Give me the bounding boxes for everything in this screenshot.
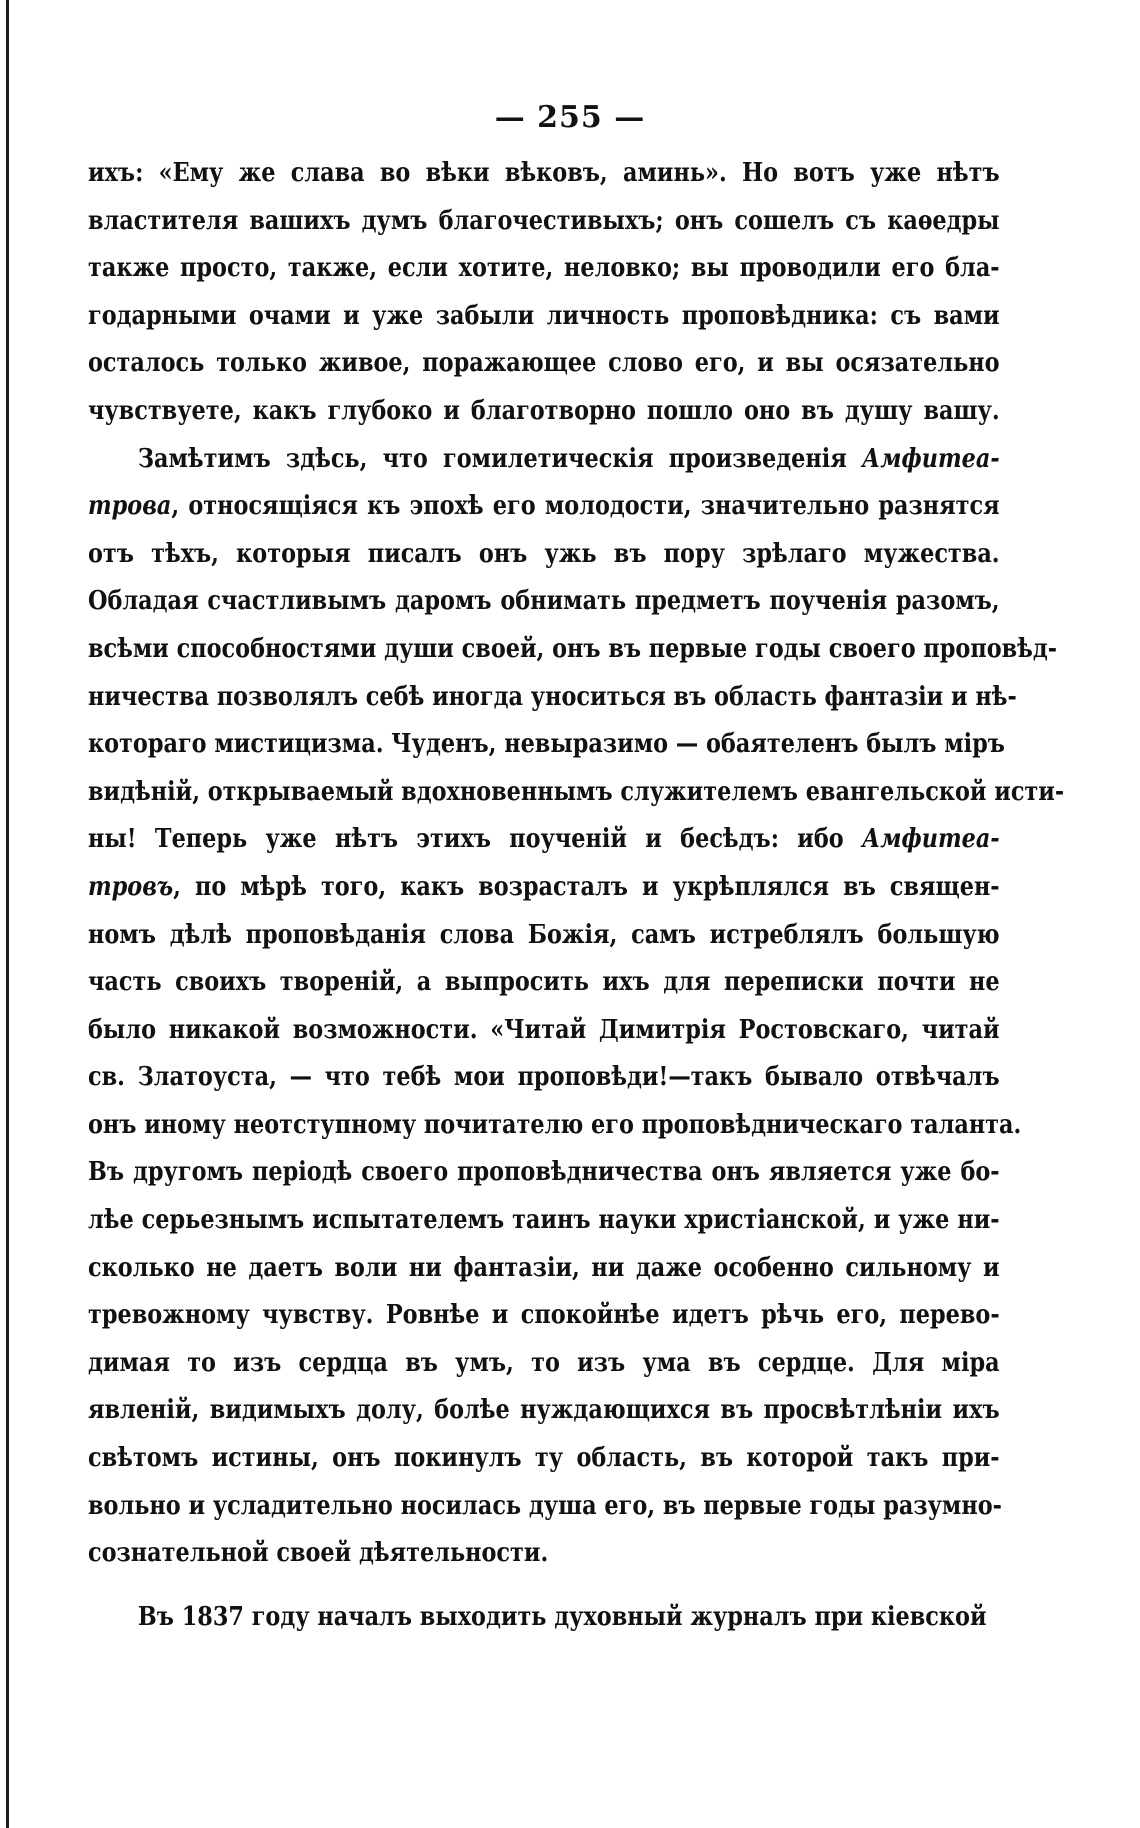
text-line — [88, 864, 1000, 912]
text-line: сколько не даетъ воли ни фантазіи, ни даже особенно сильному и — [88, 1252, 1000, 1283]
author-name-italic: Амфитеа- — [862, 824, 1000, 855]
scan-edge-line — [6, 0, 9, 1828]
text-line: часть своихъ твореній, а выпросить ихъ для переписки почти не — [88, 967, 1000, 998]
text-line — [88, 436, 1000, 484]
text-line: онъ иному неотступному почитателю его проповѣдническаго таланта. — [88, 1109, 1022, 1140]
text-line: также просто, также, если хотите, неловко; вы проводили его бла- — [88, 253, 1000, 284]
text-line: всѣми способностями души своей, онъ въ первые годы своего проповѣд- — [88, 633, 1058, 664]
text-line: отъ тѣхъ, которыя писалъ онъ ужь въ пору зрѣлаго мужества. — [88, 538, 1000, 569]
text-run: , относящіяся къ эпохѣ его молодости, значительно разнятся — [171, 491, 1000, 522]
author-name-italic: Амфитеа- — [862, 443, 1000, 474]
text-line: св. Златоуста, — что тебѣ мои проповѣди!—такъ бывало отвѣчалъ — [88, 1062, 1000, 1093]
text-line: чувствуете, какъ глубоко и благотворно пошло оно въ душу вашу. — [88, 395, 1000, 426]
author-name-italic: тровъ — [88, 871, 174, 902]
text-line — [88, 816, 1000, 864]
text-line: было никакой возможности. «Читай Димитрія Ростовскаго, читай — [88, 1014, 1000, 1045]
text-line: годарными очами и уже забыли личность проповѣдника: съ вами — [88, 300, 1000, 331]
body-text — [88, 150, 1065, 1641]
text-line: тревожному чувству. Ровнѣе и спокойнѣе идетъ рѣчь его, перево- — [88, 1300, 1000, 1331]
author-name-italic: трова — [88, 491, 172, 522]
text-line — [88, 483, 1000, 531]
text-line: котораго мистицизма. Чуденъ, невыразимо — обаятеленъ былъ міръ — [88, 729, 1005, 760]
text-line: лѣе серьезнымъ испытателемъ таинъ науки христіанской, и уже ни- — [88, 1205, 1000, 1236]
text-line: димая то изъ сердца въ умъ, то изъ ума въ сердце. Для міра — [88, 1347, 1000, 1378]
text-line: видѣній, открываемый вдохновеннымъ служителемъ евангельской исти- — [88, 776, 1065, 807]
text-line: Въ 1837 году началъ выходить духовный журналъ при кіевской — [137, 1601, 987, 1632]
text-line: властителя вашихъ думъ благочестивыхъ; онъ сошелъ съ каѳедры — [88, 205, 1000, 236]
text-run: Замѣтимъ здѣсь, что гомилетическія произведенія — [137, 443, 863, 474]
paragraph-gap — [88, 1578, 1000, 1594]
page-number: — 255 — — [494, 100, 646, 135]
text-line: сознательной своей дѣятельности. — [88, 1538, 549, 1569]
text-line: свѣтомъ истины, онъ покинулъ ту область, въ которой такъ при- — [88, 1443, 1000, 1474]
text-line: осталось только живое, поражающее слово его, и вы осязательно — [88, 348, 1000, 379]
text-line: ихъ: «Ему же слава во вѣки вѣковъ, аминь». Но вотъ уже нѣтъ — [88, 158, 1000, 188]
text-line: номъ дѣлѣ проповѣданія слова Божія, самъ истреблялъ большую — [88, 919, 1000, 950]
text-line: явленій, видимыхъ долу, болѣе нуждающихся въ просвѣтлѣніи ихъ — [88, 1395, 1000, 1426]
text-line: вольно и усладительно носилась душа его, въ первые годы разумно- — [88, 1490, 1002, 1521]
text-run: ны! Теперь уже нѣтъ этихъ поученій и бесѣдъ: ибо — [88, 824, 863, 855]
text-line: ничества позволялъ себѣ иногда уноситься въ область фантазіи и нѣ- — [88, 681, 1017, 712]
text-line: Въ другомъ періодѣ своего проповѣдничества онъ является уже бо- — [88, 1157, 1000, 1188]
text-line: Обладая счастливымъ даромъ обнимать предметъ поученія разомъ, — [88, 586, 1000, 617]
text-run: , по мѣрѣ того, какъ возрасталъ и укрѣплялся въ священ- — [173, 871, 1000, 902]
